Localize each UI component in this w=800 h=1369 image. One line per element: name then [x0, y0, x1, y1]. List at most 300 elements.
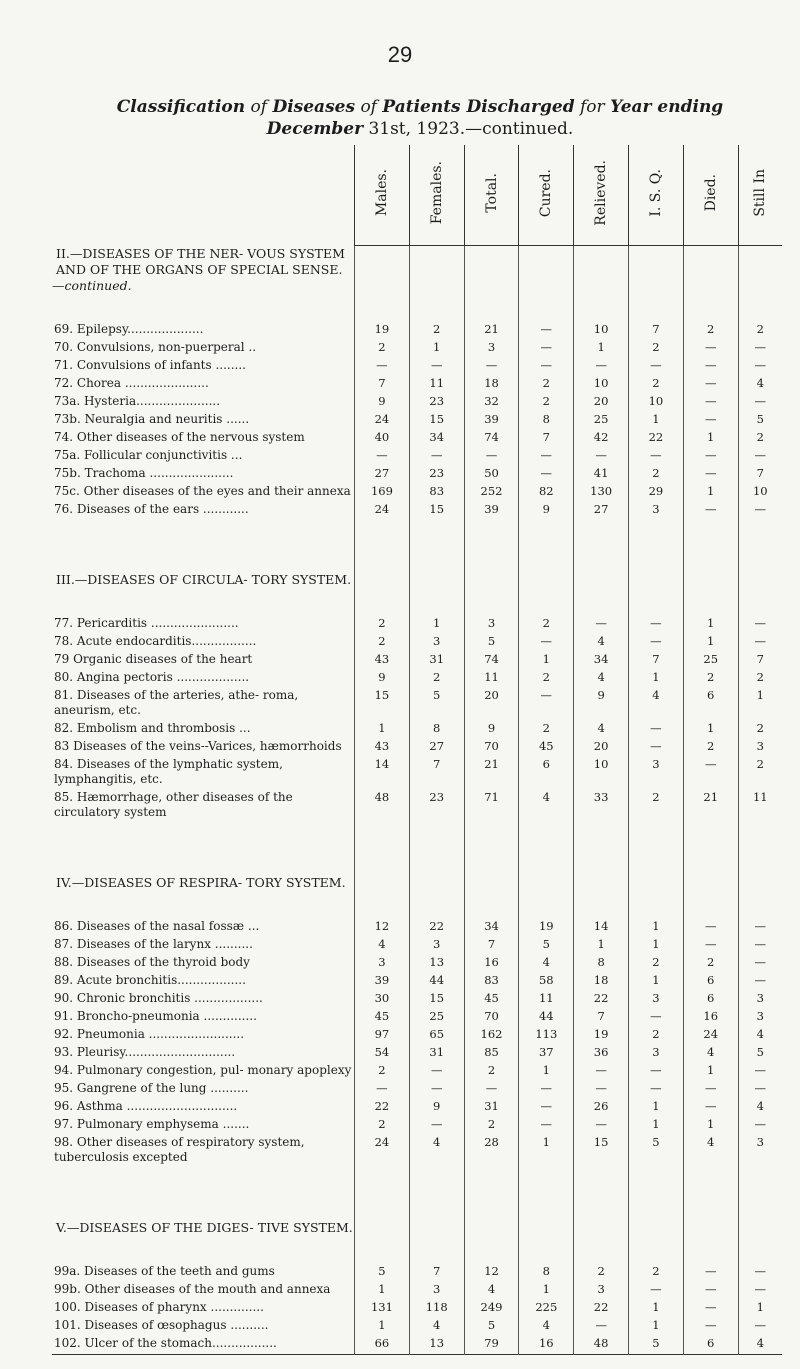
value-cell: 22	[629, 430, 684, 448]
value-cell: 1	[629, 919, 684, 937]
value-cell: 1	[355, 1318, 410, 1336]
value-cell: 4	[464, 1282, 519, 1300]
value-cell: 70	[464, 739, 519, 757]
title-word: of	[250, 97, 268, 117]
empty-cell	[464, 1220, 519, 1236]
value-cell: 1	[629, 412, 684, 430]
col-header-text: Females.	[428, 161, 445, 225]
value-cell: 2	[355, 616, 410, 634]
col-header-relieved	[574, 145, 629, 246]
value-cell: 43	[355, 739, 410, 757]
col-header-text: Cured.	[538, 168, 555, 218]
value-cell: 24	[683, 1027, 738, 1045]
table-row	[52, 1336, 782, 1355]
value-cell: 25	[574, 412, 629, 430]
empty-cell	[738, 572, 782, 588]
col-header-text: I. S. Q.	[647, 169, 664, 217]
spacer-cell	[683, 294, 738, 322]
disease-label: 88. Diseases of the thyroid body	[54, 954, 250, 969]
table-row	[52, 937, 782, 955]
empty-cell	[355, 875, 410, 891]
column-header-row	[52, 145, 782, 246]
spacer-cell	[409, 588, 464, 616]
value-cell: —	[683, 1264, 738, 1282]
spacer-cell	[409, 891, 464, 919]
value-cell: 8	[409, 721, 464, 739]
value-cell: 1	[629, 670, 684, 688]
value-cell: 9	[519, 502, 574, 520]
value-cell: 25	[409, 1009, 464, 1027]
spacer-cell	[409, 520, 464, 572]
value-cell: 1	[355, 721, 410, 739]
value-cell: 83	[464, 973, 519, 991]
value-cell: 1	[683, 721, 738, 739]
disease-label: 99a. Diseases of the teeth and gums	[54, 1263, 275, 1278]
value-cell: —	[683, 1318, 738, 1336]
value-cell: 225	[519, 1300, 574, 1318]
value-cell: —	[629, 1063, 684, 1081]
value-cell: —	[519, 634, 574, 652]
section-heading-row	[52, 572, 782, 588]
value-cell: 22	[355, 1099, 410, 1117]
spacer-cell	[574, 294, 629, 322]
value-cell: 7	[355, 376, 410, 394]
value-cell: —	[738, 358, 782, 376]
col-header-females	[409, 145, 464, 246]
value-cell: 9	[355, 670, 410, 688]
spacer-cell	[738, 294, 782, 322]
spacer-cell	[683, 1168, 738, 1220]
value-cell: 39	[464, 502, 519, 520]
spacer-cell	[683, 520, 738, 572]
spacer-cell	[464, 823, 519, 875]
value-cell: —	[738, 1081, 782, 1099]
value-cell: 45	[355, 1009, 410, 1027]
table-row	[52, 790, 782, 823]
spacer-cell	[464, 588, 519, 616]
empty-cell	[355, 1220, 410, 1236]
value-cell: 5	[464, 634, 519, 652]
section-heading-cell	[52, 246, 355, 294]
section-heading: V.—DISEASES OF THE DIGES- TIVE SYSTEM.	[56, 1219, 353, 1235]
title-line-2	[70, 118, 770, 140]
value-cell: 3	[574, 1282, 629, 1300]
col-header-total	[464, 145, 519, 246]
spacer-cell	[629, 1168, 684, 1220]
spacer-cell	[355, 294, 410, 322]
empty-cell	[464, 246, 519, 294]
table-body	[52, 246, 782, 1355]
heading-spacer	[52, 588, 782, 616]
spacer-cell	[683, 588, 738, 616]
table-row	[52, 358, 782, 376]
value-cell: —	[409, 1063, 464, 1081]
value-cell: —	[464, 448, 519, 466]
value-cell: 4	[629, 688, 684, 721]
table-row	[52, 1081, 782, 1099]
value-cell: —	[519, 448, 574, 466]
section-heading: III.—DISEASES OF CIRCULA- TORY SYSTEM.	[56, 571, 352, 587]
disease-label: 95. Gangrene of the lung ..........	[54, 1080, 249, 1095]
disease-label: 76. Diseases of the ears ............	[54, 501, 249, 516]
value-cell: 7	[738, 652, 782, 670]
value-cell: 13	[409, 955, 464, 973]
value-cell: 21	[464, 322, 519, 340]
value-cell: —	[629, 358, 684, 376]
value-cell: 22	[409, 919, 464, 937]
heading-spacer	[52, 891, 782, 919]
table-row	[52, 1027, 782, 1045]
value-cell: 1	[629, 937, 684, 955]
value-cell: —	[574, 1063, 629, 1081]
rule-cell	[738, 1354, 782, 1355]
value-cell: 2	[629, 790, 684, 823]
value-cell: 2	[738, 322, 782, 340]
title-word: Year ending	[610, 97, 724, 117]
empty-cell	[355, 246, 410, 294]
value-cell: —	[574, 448, 629, 466]
value-cell: 11	[738, 790, 782, 823]
value-cell: —	[738, 1282, 782, 1300]
value-cell: —	[738, 340, 782, 358]
disease-label: 99b. Other diseases of the mouth and annexa	[54, 1281, 331, 1296]
value-cell: 3	[629, 757, 684, 790]
col-header-isq	[629, 145, 684, 246]
disease-label: 70. Convulsions, non-puerperal ..	[54, 339, 257, 354]
value-cell: 2	[738, 721, 782, 739]
empty-cell	[409, 875, 464, 891]
value-cell: 4	[738, 376, 782, 394]
table-row	[52, 1264, 782, 1282]
table-row	[52, 340, 782, 358]
value-cell: —	[738, 919, 782, 937]
value-cell: 5	[519, 937, 574, 955]
value-cell: 48	[355, 790, 410, 823]
value-cell: 10	[574, 376, 629, 394]
value-cell: 66	[355, 1336, 410, 1355]
value-cell: 97	[355, 1027, 410, 1045]
value-cell: 34	[574, 652, 629, 670]
spacer-cell	[629, 823, 684, 875]
section-spacer	[52, 1168, 782, 1220]
value-cell: —	[738, 634, 782, 652]
disease-label: 83 Diseases of the veins--Varices, hæmorrhoids	[54, 738, 342, 753]
disease-label: 92. Pneumonia .........................	[54, 1026, 245, 1041]
section-heading-row	[52, 875, 782, 891]
value-cell: 65	[409, 1027, 464, 1045]
value-cell: 3	[355, 955, 410, 973]
empty-cell	[683, 572, 738, 588]
value-cell: —	[683, 358, 738, 376]
value-cell: 113	[519, 1027, 574, 1045]
rule-cell	[519, 1354, 574, 1355]
table-row	[52, 430, 782, 448]
value-cell: 1	[355, 1282, 410, 1300]
value-cell: 2	[519, 376, 574, 394]
disease-label: 69. Epilepsy....................	[54, 321, 204, 336]
value-cell: —	[519, 1117, 574, 1135]
value-cell: —	[629, 1009, 684, 1027]
section-spacer	[52, 520, 782, 572]
empty-cell	[629, 246, 684, 294]
table-row	[52, 1009, 782, 1027]
value-cell: 1	[519, 1282, 574, 1300]
heading-spacer	[52, 1236, 782, 1264]
value-cell: —	[574, 1318, 629, 1336]
value-cell: 2	[519, 721, 574, 739]
spacer-cell	[738, 588, 782, 616]
value-cell: 11	[464, 670, 519, 688]
empty-cell	[629, 875, 684, 891]
value-cell: —	[738, 394, 782, 412]
value-cell: 10	[738, 484, 782, 502]
value-cell: —	[519, 322, 574, 340]
value-cell: 14	[355, 757, 410, 790]
value-cell: —	[683, 394, 738, 412]
value-cell: 13	[409, 1336, 464, 1355]
spacer-cell	[519, 588, 574, 616]
spacer-cell	[409, 1168, 464, 1220]
disease-label: 75a. Follicular conjunctivitis ...	[54, 447, 243, 462]
disease-label: 85. Hæmorrhage, other diseases of the circulatory system	[54, 789, 293, 819]
spacer-cell	[574, 891, 629, 919]
spacer-cell	[464, 1168, 519, 1220]
value-cell: —	[409, 1081, 464, 1099]
spacer-cell	[574, 520, 629, 572]
spacer-cell	[738, 823, 782, 875]
disease-label: 74. Other diseases of the nervous system	[54, 429, 305, 444]
value-cell: 25	[683, 652, 738, 670]
value-cell: —	[738, 1117, 782, 1135]
value-cell: 1	[738, 1300, 782, 1318]
value-cell: 15	[355, 688, 410, 721]
table-bottom-rule	[52, 1354, 782, 1355]
spacer-cell	[409, 823, 464, 875]
value-cell: 3	[409, 937, 464, 955]
value-cell: 15	[409, 502, 464, 520]
value-cell: 58	[519, 973, 574, 991]
spacer-cell	[464, 891, 519, 919]
value-cell: 10	[629, 394, 684, 412]
value-cell: —	[409, 358, 464, 376]
table-row	[52, 1135, 782, 1168]
value-cell: 74	[464, 652, 519, 670]
value-cell: 23	[409, 466, 464, 484]
value-cell: 19	[519, 919, 574, 937]
value-cell: 33	[574, 790, 629, 823]
value-cell: 1	[519, 1063, 574, 1081]
value-cell: —	[683, 376, 738, 394]
value-cell: —	[738, 616, 782, 634]
spacer-cell	[683, 891, 738, 919]
value-cell: 130	[574, 484, 629, 502]
value-cell: 32	[464, 394, 519, 412]
disease-table	[52, 145, 782, 1355]
disease-label: 101. Diseases of œsophagus ..........	[54, 1317, 269, 1332]
value-cell: —	[629, 1282, 684, 1300]
spacer-cell	[519, 1168, 574, 1220]
value-cell: 4	[409, 1135, 464, 1168]
value-cell: 1	[629, 1300, 684, 1318]
table-row	[52, 721, 782, 739]
value-cell: —	[683, 1081, 738, 1099]
empty-cell	[738, 875, 782, 891]
value-cell: 1	[519, 652, 574, 670]
value-cell: 74	[464, 430, 519, 448]
value-cell: 5	[738, 1045, 782, 1063]
heading-spacer	[52, 294, 782, 322]
value-cell: 24	[355, 502, 410, 520]
value-cell: 14	[574, 919, 629, 937]
empty-cell	[409, 572, 464, 588]
spacer-cell	[355, 823, 410, 875]
table-row	[52, 394, 782, 412]
value-cell: 4	[519, 955, 574, 973]
value-cell: 27	[355, 466, 410, 484]
value-cell: 7	[629, 322, 684, 340]
value-cell: 2	[629, 1264, 684, 1282]
value-cell: 8	[519, 412, 574, 430]
empty-cell	[519, 246, 574, 294]
spacer-cell	[738, 1168, 782, 1220]
value-cell: 26	[574, 1099, 629, 1117]
value-cell: 2	[738, 430, 782, 448]
label-column-header	[52, 145, 355, 246]
page-number: 29	[387, 42, 413, 67]
table-row	[52, 634, 782, 652]
spacer-cell	[52, 520, 355, 572]
title-word: Diseases	[272, 97, 356, 117]
value-cell: 1	[409, 616, 464, 634]
table-row	[52, 670, 782, 688]
table-row	[52, 616, 782, 634]
value-cell: —	[409, 1117, 464, 1135]
value-cell: 18	[464, 376, 519, 394]
value-cell: 2	[629, 955, 684, 973]
value-cell: 27	[574, 502, 629, 520]
spacer-cell	[629, 891, 684, 919]
value-cell: 71	[464, 790, 519, 823]
value-cell: 31	[464, 1099, 519, 1117]
spacer-cell	[355, 891, 410, 919]
value-cell: 12	[464, 1264, 519, 1282]
disease-label: 79 Organic diseases of the heart	[54, 651, 253, 666]
value-cell: 7	[574, 1009, 629, 1027]
value-cell: 7	[464, 937, 519, 955]
value-cell: 20	[574, 739, 629, 757]
title-word: Classification	[116, 97, 246, 117]
spacer-cell	[52, 1168, 355, 1220]
value-cell: —	[464, 1081, 519, 1099]
value-cell: —	[738, 937, 782, 955]
empty-cell	[683, 875, 738, 891]
table-row	[52, 955, 782, 973]
value-cell: 6	[683, 973, 738, 991]
value-cell: 2	[409, 670, 464, 688]
value-cell: 2	[519, 394, 574, 412]
value-cell: 2	[738, 757, 782, 790]
col-header-still-in	[738, 145, 782, 246]
value-cell: —	[683, 448, 738, 466]
value-cell: 16	[683, 1009, 738, 1027]
spacer-cell	[52, 294, 355, 322]
value-cell: —	[683, 1099, 738, 1117]
value-cell: 2	[409, 322, 464, 340]
value-cell: 27	[409, 739, 464, 757]
spacer-cell	[355, 520, 410, 572]
table-row	[52, 1318, 782, 1336]
col-header-text: Males.	[373, 169, 390, 217]
value-cell: 8	[574, 955, 629, 973]
value-cell: 2	[629, 340, 684, 358]
value-cell: —	[683, 1300, 738, 1318]
value-cell: —	[738, 1063, 782, 1081]
value-cell: 23	[409, 394, 464, 412]
spacer-cell	[409, 1236, 464, 1264]
value-cell: 9	[355, 394, 410, 412]
empty-cell	[409, 1220, 464, 1236]
table-row	[52, 376, 782, 394]
disease-label: 75b. Trachoma ......................	[54, 465, 234, 480]
table-row	[52, 1117, 782, 1135]
section-heading-row	[52, 1220, 782, 1236]
value-cell: 2	[355, 1063, 410, 1081]
empty-cell	[738, 1220, 782, 1236]
spacer-cell	[355, 588, 410, 616]
section-heading-row	[52, 246, 782, 294]
disease-label: 87. Diseases of the larynx ..........	[54, 936, 253, 951]
value-cell: 85	[464, 1045, 519, 1063]
value-cell: 6	[683, 991, 738, 1009]
value-cell: 39	[355, 973, 410, 991]
value-cell: —	[629, 1081, 684, 1099]
section-heading-cell	[52, 572, 355, 588]
empty-cell	[574, 1220, 629, 1236]
disease-label: 86. Diseases of the nasal fossæ ...	[54, 918, 260, 933]
value-cell: —	[519, 1081, 574, 1099]
value-cell: 6	[519, 757, 574, 790]
value-cell: —	[519, 466, 574, 484]
value-cell: 16	[464, 955, 519, 973]
spacer-cell	[355, 1236, 410, 1264]
value-cell: 22	[574, 1300, 629, 1318]
value-cell: 2	[355, 1117, 410, 1135]
rule-cell	[409, 1354, 464, 1355]
value-cell: —	[683, 1282, 738, 1300]
value-cell: 2	[519, 616, 574, 634]
value-cell: 1	[683, 616, 738, 634]
value-cell: —	[629, 739, 684, 757]
empty-cell	[574, 572, 629, 588]
value-cell: —	[355, 448, 410, 466]
spacer-cell	[464, 1236, 519, 1264]
spacer-cell	[574, 588, 629, 616]
spacer-cell	[683, 1236, 738, 1264]
value-cell: —	[683, 340, 738, 358]
empty-cell	[629, 572, 684, 588]
disease-label: 100. Diseases of pharynx ..............	[54, 1299, 264, 1314]
value-cell: 15	[409, 412, 464, 430]
value-cell: 2	[629, 466, 684, 484]
value-cell: 20	[464, 688, 519, 721]
value-cell: 3	[464, 340, 519, 358]
spacer-cell	[355, 1168, 410, 1220]
value-cell: 83	[409, 484, 464, 502]
value-cell: 7	[629, 652, 684, 670]
col-header-died	[683, 145, 738, 246]
rule-cell	[52, 1354, 355, 1355]
title-word: 31st, 1923.—continued.	[368, 119, 574, 139]
